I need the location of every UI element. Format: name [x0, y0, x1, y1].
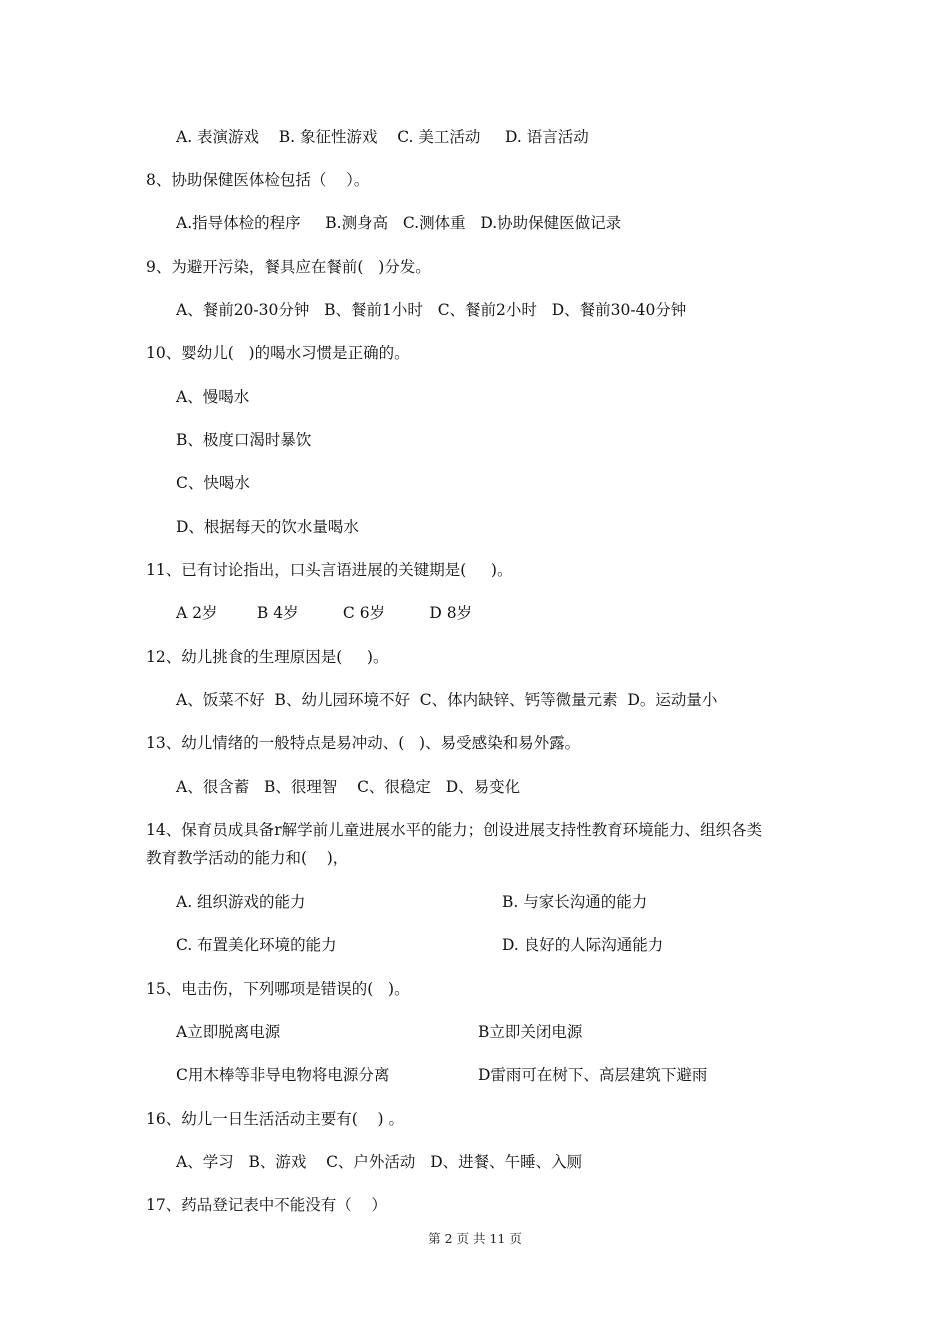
q14-option-a: A. 组织游戏的能力 — [176, 893, 306, 911]
q13-options: A、很含蓄 B、很理智 C、很稳定 D、易变化 — [176, 778, 521, 796]
q15-option-a: A立即脱离电源 — [176, 1023, 281, 1041]
q14-option-d: D. 良好的人际沟通能力 — [502, 936, 664, 954]
q11-question: 11、已有讨论指出，口头言语进展的关键期是( )。 — [146, 561, 513, 579]
q10-option-b: B、极度口渴时暴饮 — [176, 431, 312, 449]
q15-question: 15、电击伤，下列哪项是错误的( )。 — [146, 980, 410, 998]
q11-options: A 2岁 B 4岁 C 6岁 D 8岁 — [176, 604, 473, 622]
page-footer: 第 2 页 共 11 页 — [428, 1231, 522, 1246]
q15-option-b: B立即关闭电源 — [478, 1023, 583, 1041]
q10-option-a: A、慢喝水 — [176, 388, 250, 406]
q9-question: 9、为避开污染，餐具应在餐前( )分发。 — [146, 258, 431, 276]
q10-option-c: C、快喝水 — [176, 474, 250, 492]
q14-question-line2: 教育教学活动的能力和( )， — [146, 849, 349, 867]
q17-question: 17、药品登记表中不能没有（ ） — [146, 1196, 387, 1214]
q14-question-line1: 14、保育员成具备r解学前儿童进展水平的能力；创设进展支持性教育环境能力、组织各类 — [146, 821, 763, 839]
q8-question: 8、协助保健医体检包括（ ）。 — [146, 171, 370, 189]
q12-question: 12、幼儿挑食的生理原因是( )。 — [146, 648, 389, 666]
q9-options: A、餐前20-30分钟 B、餐前1小时 C、餐前2小时 D、餐前30-40分钟 — [176, 301, 687, 319]
q15-option-c: C用木棒等非导电物将电源分离 — [176, 1066, 390, 1084]
q14-option-b: B. 与家长沟通的能力 — [502, 893, 648, 911]
q10-option-d: D、根据每天的饮水量喝水 — [176, 518, 359, 536]
q14-option-c: C. 布置美化环境的能力 — [176, 936, 337, 954]
q16-options: A、学习 B、游戏 C、户外活动 D、进餐、午睡、入厕 — [176, 1153, 583, 1171]
q10-question: 10、婴幼儿( )的喝水习惯是正确的。 — [146, 344, 410, 362]
q12-options: A、饭菜不好 B、幼儿园环境不好 C、体内缺锌、钙等微量元素 D。运动量小 — [176, 691, 718, 709]
q16-question: 16、幼儿一日生活活动主要有( ) 。 — [146, 1110, 404, 1128]
q13-question: 13、幼儿情绪的一般特点是易冲动、( )、易受感染和易外露。 — [146, 734, 581, 752]
q8-options: A.指导体检的程序 B.测身高 C.测体重 D.协助保健医做记录 — [176, 214, 622, 232]
q15-option-d: D雷雨可在树下、高层建筑下避雨 — [478, 1066, 708, 1084]
q7-options: A. 表演游戏 B. 象征性游戏 C. 美工活动 D. 语言活动 — [176, 128, 589, 146]
